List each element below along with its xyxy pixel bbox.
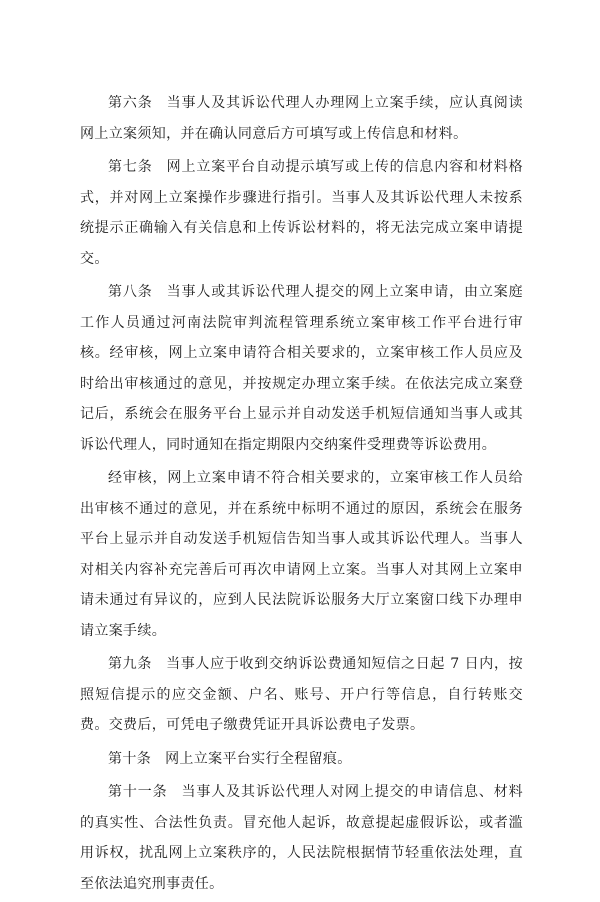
article-label: 第十条 xyxy=(108,750,152,767)
article-10-paragraph xyxy=(80,744,523,775)
article-7-paragraph xyxy=(80,152,523,274)
article-label: 第九条 xyxy=(108,656,153,672)
article-text: 经审核，网上立案申请不符合相关要求的，立案审核工作人员给出审核不通过的意见，并在系统中标明不通过的原因，系统会在服务平台上显示并自动发送手机短信告知当事人或其诉讼代理人。当事人对相关内容补充完善后可再次申请网上立案。当事人对其网上立案申请未通过有异议的，应到人民法院诉讼服务大厅立案窗口线下办理申请立案手续。 xyxy=(80,470,523,639)
article-label: 第七条 xyxy=(108,159,153,175)
article-6-paragraph xyxy=(80,88,523,149)
article-text: 当事人或其诉讼代理人提交的网上立案申请，由立案庭工作人员通过河南法院审判流程管理系统立案审核工作平台进行审核。经审核，网上立案申请符合相关要求的，立案审核工作人员应及时给出审核通过的意见，并按规定办理立案手续。在依法完成立案登记后，系统会在服务平台上显示并自动发送手机短信通知当事人或其诉讼代理人，同时通知在指定期限内交纳案件受理费等诉讼费用。 xyxy=(80,284,523,453)
document-page xyxy=(80,88,523,902)
article-text: 网上立案平台实行全程留痕。 xyxy=(165,750,352,767)
article-8-paragraph xyxy=(80,277,523,460)
article-label: 第八条 xyxy=(108,284,153,300)
article-9-paragraph xyxy=(80,649,523,741)
article-text: 当事人及其诉讼代理人对网上提交的申请信息、材料的真实性、合法性负责。冒充他人起诉，故意提起虚假诉讼，或者滥用诉权，扰乱网上立案秩序的，人民法院根据情节轻重依法处理，直至依法追究刑事责任。 xyxy=(80,784,523,892)
article-8-continuation-paragraph xyxy=(80,463,523,646)
article-label: 第十一条 xyxy=(108,784,168,800)
article-text: 当事人应于收到交纳诉讼费通知短信之日起 7 日内，按照短信提示的应交金额、户名、账号、开户行等信息，自行转账交费。交费后，可凭电子缴费凭证开具诉讼费电子发票。 xyxy=(80,656,523,733)
article-text: 网上立案平台自动提示填写或上传的信息内容和材料格式，并对网上立案操作步骤进行指引。当事人及其诉讼代理人未按系统提示正确输入有关信息和上传诉讼材料的，将无法完成立案申请提交。 xyxy=(80,159,523,267)
article-text: 当事人及其诉讼代理人办理网上立案手续，应认真阅读网上立案须知，并在确认同意后方可填写或上传信息和材料。 xyxy=(80,95,523,142)
article-11-paragraph xyxy=(80,777,523,899)
article-label: 第六条 xyxy=(108,95,153,111)
